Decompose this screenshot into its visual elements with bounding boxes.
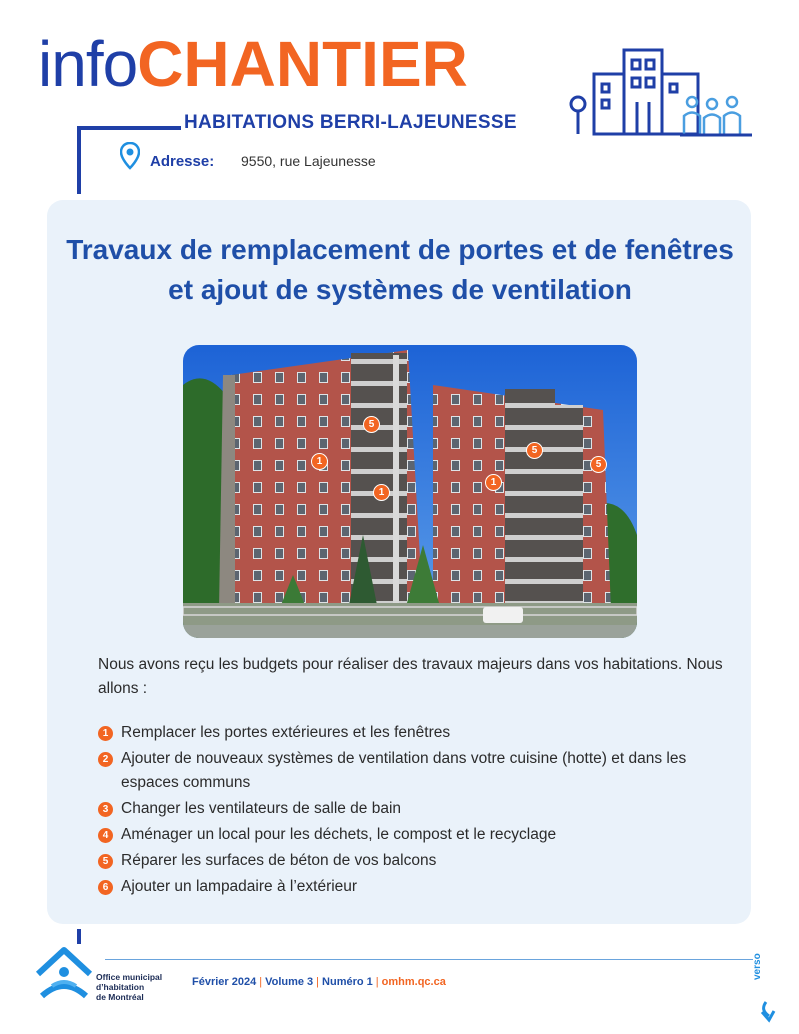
list-number-badge: 2 [98, 752, 113, 767]
org-name-line: d’habitation [96, 982, 145, 992]
photo-marker: 5 [363, 416, 380, 433]
page-title: Travaux de remplacement de portes et de fenêtres et ajout de systèmes de ventilation [66, 234, 734, 305]
list-item-text: Ajouter un lampadaire à l’extérieur [121, 878, 358, 895]
separator: | [375, 976, 379, 988]
list-item-text: Réparer les surfaces de béton de vos balcons [121, 852, 437, 869]
issue-info [192, 976, 446, 988]
omhm-logo-icon [34, 946, 94, 1002]
list-item [98, 823, 748, 847]
work-list [98, 721, 748, 901]
list-number-badge: 3 [98, 802, 113, 817]
separator: | [259, 976, 263, 988]
brand-title [38, 26, 468, 102]
issue-date: Février 2024 [192, 976, 257, 988]
footer-divider [105, 959, 753, 960]
list-item-text: Remplacer les portes extérieures et les fenêtres [121, 724, 451, 741]
issue-number: Numéro 1 [322, 976, 373, 988]
address-label: Adresse: [150, 153, 215, 170]
list-item-text: Ajouter de nouveaux systèmes de ventilation dans votre cuisine (hotte) et dans les espaces communs [121, 750, 687, 791]
photo-marker: 5 [526, 442, 543, 459]
footer-tick [77, 929, 81, 944]
list-item [98, 875, 748, 899]
address-value: 9550, rue Lajeunesse [241, 153, 376, 169]
org-name-line: Office municipal [96, 972, 163, 982]
list-item [98, 797, 748, 821]
brand-main: CHANTIER [137, 28, 468, 100]
list-item [98, 747, 748, 795]
org-name-line: de Montréal [96, 992, 144, 1002]
building-illustration [183, 345, 637, 638]
photo-marker: 5 [590, 456, 607, 473]
list-number-badge: 6 [98, 880, 113, 895]
issue-volume: Volume 3 [265, 976, 314, 988]
org-name [96, 972, 162, 1002]
list-number-badge: 5 [98, 854, 113, 869]
location-pin-icon [120, 142, 140, 170]
list-number-badge: 4 [98, 828, 113, 843]
separator: | [316, 976, 320, 988]
intro-text: Nous avons reçu les budgets pour réaliser des travaux majeurs dans vos habitations. Nous allons : [98, 656, 723, 697]
photo-marker: 1 [485, 474, 502, 491]
list-item-text: Aménager un local pour les déchets, le compost et le recyclage [121, 826, 557, 843]
list-number-badge: 1 [98, 726, 113, 741]
building-photo [183, 345, 637, 638]
photo-marker: 1 [311, 453, 328, 470]
photo-marker: 1 [373, 484, 390, 501]
list-item [98, 721, 748, 745]
list-item-text: Changer les ventilateurs de salle de bain [121, 800, 402, 817]
verso-label[interactable]: verso [752, 953, 763, 980]
turn-page-arrow-icon[interactable] [756, 966, 782, 1026]
buildings-people-icon [562, 44, 754, 140]
header-rule-vertical [77, 126, 81, 194]
brand-prefix: info [38, 28, 138, 100]
header-rule [77, 126, 181, 130]
website-link[interactable]: omhm.qc.ca [381, 976, 446, 988]
list-item [98, 849, 748, 873]
project-subtitle: HABITATIONS BERRI-LAJEUNESSE [184, 112, 517, 133]
